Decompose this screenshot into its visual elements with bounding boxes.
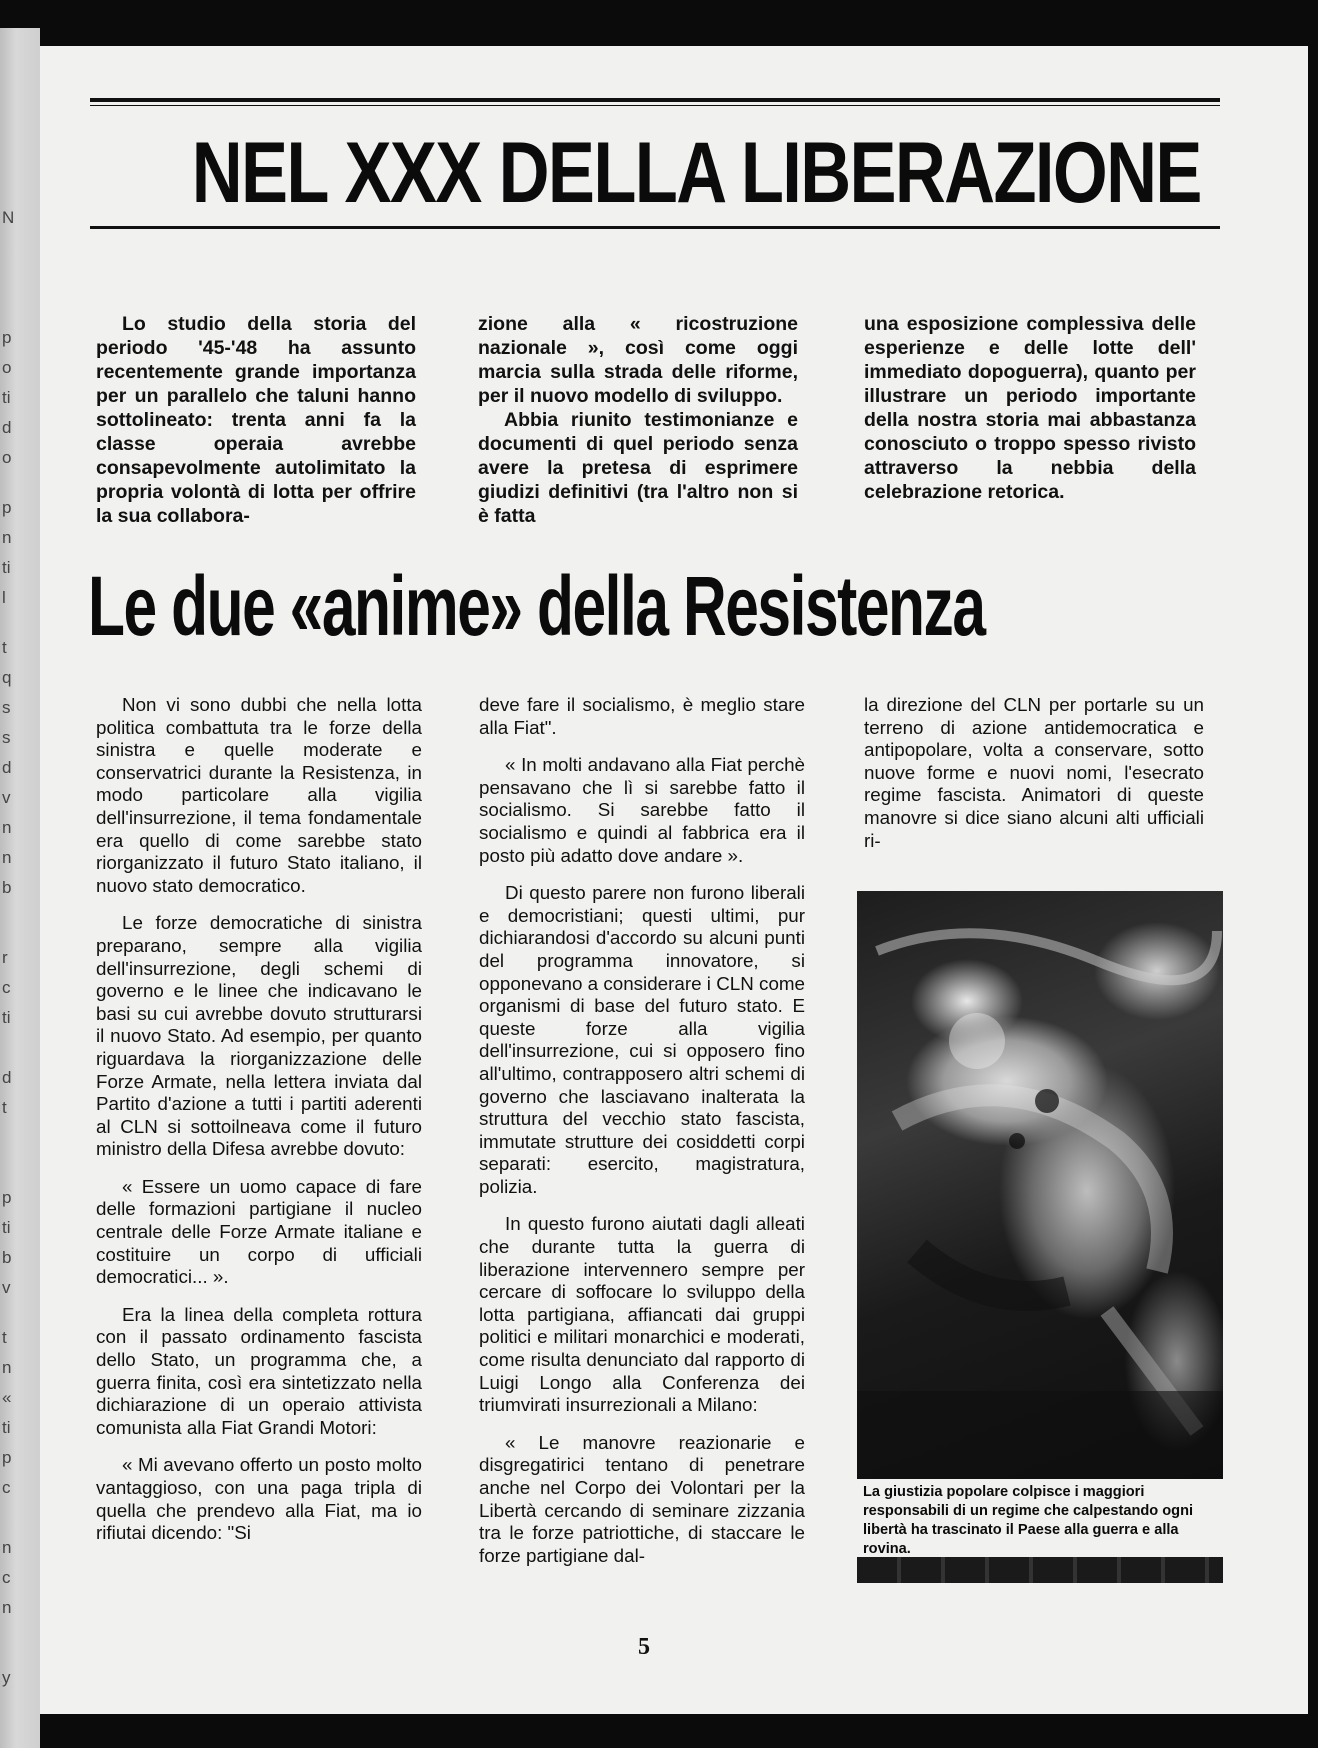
body-quote: « Mi avevano offerto un posto molto vantaggioso, con una paga tripla di quella che prendevo alla Fiat, ma io rifiutai dicendo: "Si bbox=[96, 1454, 422, 1544]
photo-image bbox=[857, 891, 1223, 1479]
body-paragraph: Era la linea della completa rottura con il passato ordinamento fascista dello Stato, un programma che, a guerra finita, così era sintetizzato nella dichiarazione di un operaio attivista comunista alla Fiat Grandi Motori: bbox=[96, 1303, 422, 1438]
body-column-1 bbox=[96, 694, 422, 1560]
body-column-3 bbox=[864, 694, 1204, 867]
headline-top-rule-thin bbox=[90, 105, 1220, 106]
intro-paragraph-3: Abbia riunito testimonianze e documenti di quel periodo senza avere la pretesa di esprimere giudizi definitivi (tra l'altro non si è fatta bbox=[478, 409, 798, 527]
body-column-2 bbox=[479, 694, 805, 1582]
body-quote: « In molti andavano alla Fiat perchè pensavano che lì si sarebbe fatto il socialismo. Si sarebbe fatto il socialismo e quindi al fabbrica era il posto più adatto dove andare ». bbox=[479, 754, 805, 866]
magazine-page bbox=[40, 46, 1308, 1714]
intro-paragraph-2: zione alla « ricostruzione nazionale », così come oggi marcia sulla strada delle riforme, per il nuovo modello di sviluppo. bbox=[478, 313, 798, 407]
caption-divider bbox=[857, 1557, 1223, 1583]
intro-paragraph-1: Lo studio della storia del periodo '45-'48 ha assunto recentemente grande importanza per un parallelo che taluni hanno sottolineato: trenta anni fa la classe operaia avrebbe consapevolmente autolimitato la propria volontà di lotta per offrire la sua collabora- bbox=[96, 313, 416, 527]
body-paragraph: In questo furono aiutati dagli alleati che durante tutta la guerra di liberazione intervennero sempre per cercare di soffocare lo sviluppo della lotta partigiana, affiancati dai gruppi politici e militari monarchici e moderati, come risulta denunciato dal rapporto di Luigi Longo alla Conferenza dei triumvirati insurrezionali a Milano: bbox=[479, 1213, 805, 1416]
intro-column-3 bbox=[864, 312, 1196, 504]
body-paragraph: Le forze democratiche di sinistra preparano, sempre alla vigilia dell'insurrezione, degli schemi di governo e le linee che indicavano le basi su cui avrebbe dovuto strutturarsi il nuovo Stato. Ad esempio, per quanto riguardava la riorganizzazione delle Forze Armate, nella lettera inviata dal Partito d'azione a tutti i partiti aderenti al CLN si sottoilneava come il futuro ministro della Difesa avrebbe dovuto: bbox=[96, 912, 422, 1160]
intro-paragraph-4: una esposizione complessiva delle esperienze e delle lotte dell' immediato dopoguerra), quanto per illustrare un periodo importante della nostra storia mai abbastanza conosciuto o troppo spesso rivisto attraverso la nebbia della celebrazione retorica. bbox=[864, 313, 1196, 503]
body-paragraph: Di questo parere non furono liberali e democristiani; questi ultimi, pur dichiarandosi d'accordo su alcuni punti del programma innovatore, si opponevano a considerare i CLN come organismi di base del futuro stato. E queste forze alla vigilia dell'insurrezione, cui si opposero fino all'ultimo, contrapposero altri schemi di governo che lasciavano inalterata la struttura del vecchio stato fascista, immutate strutture dei cosiddetti corpi separati: esercito, magistratura, polizia. bbox=[479, 882, 805, 1197]
section-headline: NEL XXX DELLA LIBERAZIONE bbox=[191, 125, 1201, 221]
headline-top-rule bbox=[90, 98, 1220, 102]
body-quote: « Essere un uomo capace di fare delle formazioni partigiane il nucleo centrale delle Forze Armate italiane e costituire un corpo di ufficiali democratici... ». bbox=[96, 1175, 422, 1288]
photo-caption: La giustizia popolare colpisce i maggiori responsabili di un regime che calpestando ogni libertà ha trascinato il Paese alla guerra e alla rovina. bbox=[857, 1479, 1223, 1557]
body-quote: « Le manovre reazionarie e disgregatirici tentano di penetrare anche nel Corpo dei Volontari per la Libertà cercando di seminare zizzania tra le forze patriottiche, di staccare le forze partigiane dal- bbox=[479, 1431, 805, 1566]
intro-column-1 bbox=[96, 312, 416, 528]
page-number: 5 bbox=[638, 1634, 650, 1660]
body-paragraph: Non vi sono dubbi che nella lotta politica combattuta tra le forze della sinistra e quelle moderate e conservatrici durante la Resistenza, in modo particolare alla vigilia dell'insurrezione, il tema fondamentale era quello di come sarebbe stato riorganizzato il futuro Stato italiano, il nuovo stato democratico. bbox=[96, 694, 422, 896]
intro-column-2 bbox=[478, 312, 798, 528]
photo-grain bbox=[857, 891, 1223, 1479]
body-paragraph: la direzione del CLN per portarle su un terreno di azione antidemocratica e antipopolare, volta a conservare, sotto nuove forme e nuovi nomi, l'esecrato regime fascista. Animatori di queste manovre si dice siano alcuni alti ufficiali ri- bbox=[864, 694, 1204, 851]
adjacent-page-edge: N p o ti d o p n ti l t q s s d v n n b r c ti d t p ti b v t n « ti p c n c n y bbox=[0, 28, 40, 1748]
body-paragraph: deve fare il socialismo, è meglio stare alla Fiat". bbox=[479, 694, 805, 738]
article-title: Le due «anime» della Resistenza bbox=[88, 559, 985, 653]
headline-bottom-rule bbox=[90, 226, 1220, 229]
